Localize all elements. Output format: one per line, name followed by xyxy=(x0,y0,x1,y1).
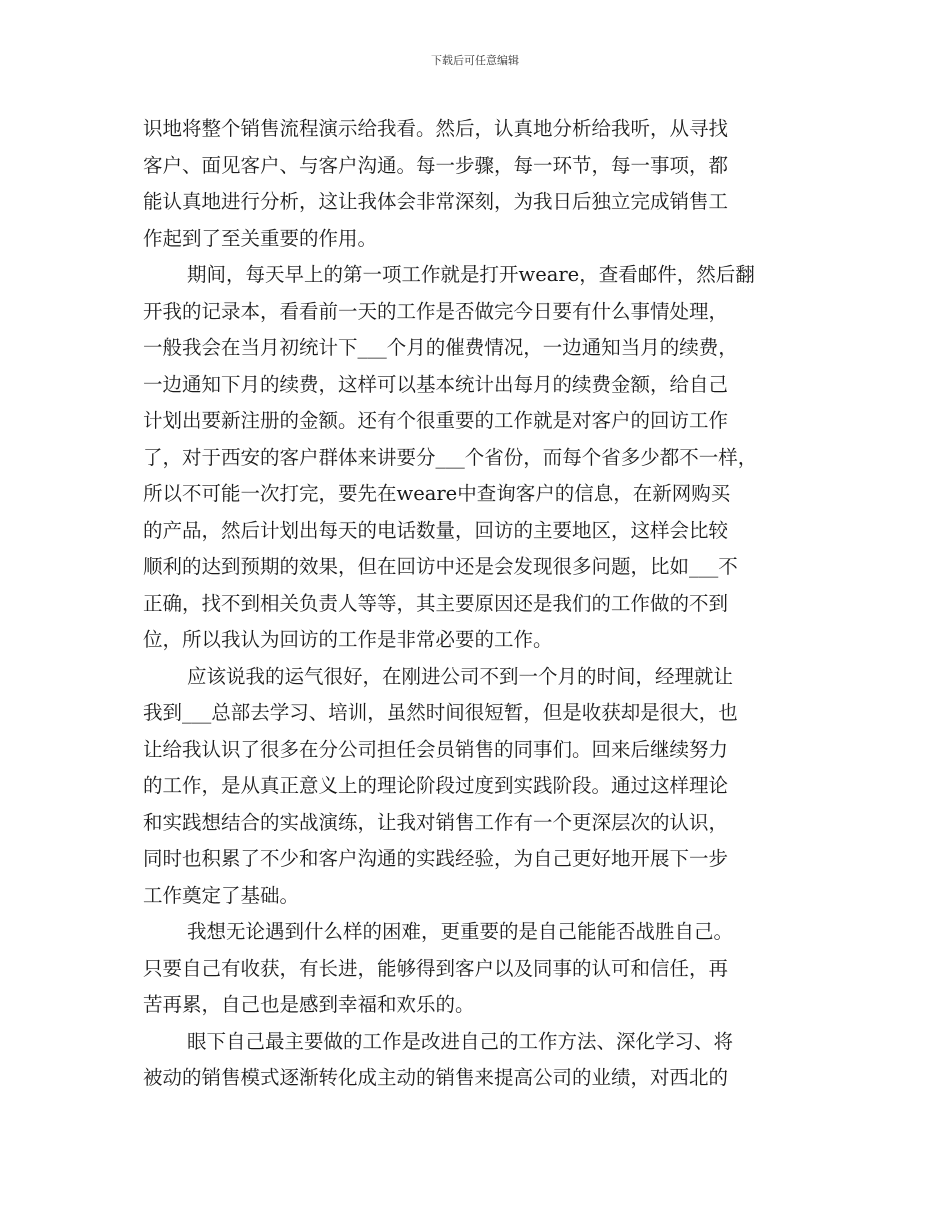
text-line: 一边通知下月的续费，这样可以基本统计出每月的续费金额，给自己 xyxy=(143,372,729,396)
text-line: 顺利的达到预期的效果，但在回访中还是会发现很多问题，比如___不 xyxy=(143,555,738,578)
text-line: 只要自己有收获，有长进，能够得到客户以及同事的认可和信任，再 xyxy=(143,956,729,980)
text-line: 位，所以我认为回访的工作是非常必要的工作。 xyxy=(143,628,553,651)
paragraph xyxy=(143,111,823,257)
paragraph xyxy=(143,914,823,1024)
text-line: 所以不可能一次打完，要先在weare中查询客户的信息，在新网购买 xyxy=(143,482,731,505)
text-line: 工作奠定了基础。 xyxy=(143,883,300,907)
text-line: 我到___总部去学习、培训，虽然时间很短暂，但是收获却是很大，也 xyxy=(143,701,738,724)
text-line: 了，对于西安的客户群体来讲要分___个省份，而每个省多少都不一样， xyxy=(143,445,758,469)
paragraph xyxy=(143,659,823,915)
text-line: 同时也积累了不少和客户沟通的实践经验，为自己更好地开展下一步 xyxy=(143,847,729,870)
text-line: 苦再累，自己也是感到幸福和欢乐的。 xyxy=(143,993,475,1016)
text-line: 应该说我的运气很好，在刚进公司不到一个月的时间，经理就让 xyxy=(187,664,734,688)
text-line: 被动的销售模式逐渐转化成主动的销售来提高公司的业绩，对西北的 xyxy=(143,1066,729,1089)
text-line: 作起到了至关重要的作用。 xyxy=(143,226,378,250)
page-header: 下载后可任意编辑 xyxy=(431,54,519,67)
text-line: 和实践想结合的实战演练，让我对销售工作有一个更深层次的认识， xyxy=(143,810,729,834)
text-line: 的工作，是从真正意义上的理论阶段过度到实践阶段。通过这样理论 xyxy=(143,774,729,797)
text-line: 的产品，然后计划出每天的电话数量，回访的主要地区，这样会比较 xyxy=(143,518,729,542)
text-line: 期间，每天早上的第一项工作就是打开weare，查看邮件，然后翻 xyxy=(187,263,755,286)
text-line: 一般我会在当月初统计下___个月的催费情况，一边通知当月的续费， xyxy=(143,336,738,359)
text-line: 开我的记录本，看看前一天的工作是否做完今日要有什么事情处理， xyxy=(143,299,729,323)
text-line: 客户、面见客户、与客户沟通。每一步骤，每一环节，每一事项，都 xyxy=(143,153,729,177)
text-line: 计划出要新注册的金额。还有个很重要的工作就是对客户的回访工作 xyxy=(143,409,729,432)
text-line: 眼下自己最主要做的工作是改进自己的工作方法、深化学习、将 xyxy=(187,1029,734,1053)
text-line: 能认真地进行分析，这让我体会非常深刻，为我日后独立完成销售工 xyxy=(143,190,729,213)
text-line: 让给我认识了很多在分公司担任会员销售的同事们。回来后继续努力 xyxy=(143,737,729,761)
text-line: 正确，找不到相关负责人等等，其主要原因还是我们的工作做的不到 xyxy=(143,591,729,615)
paragraph xyxy=(143,1024,823,1097)
text-line: 识地将整个销售流程演示给我看。然后，认真地分析给我听，从寻找 xyxy=(143,117,729,140)
text-line: 我想无论遇到什么样的困难，更重要的是自己能能否战胜自己。 xyxy=(187,920,734,943)
document-body xyxy=(143,111,823,1097)
paragraph xyxy=(143,257,823,659)
